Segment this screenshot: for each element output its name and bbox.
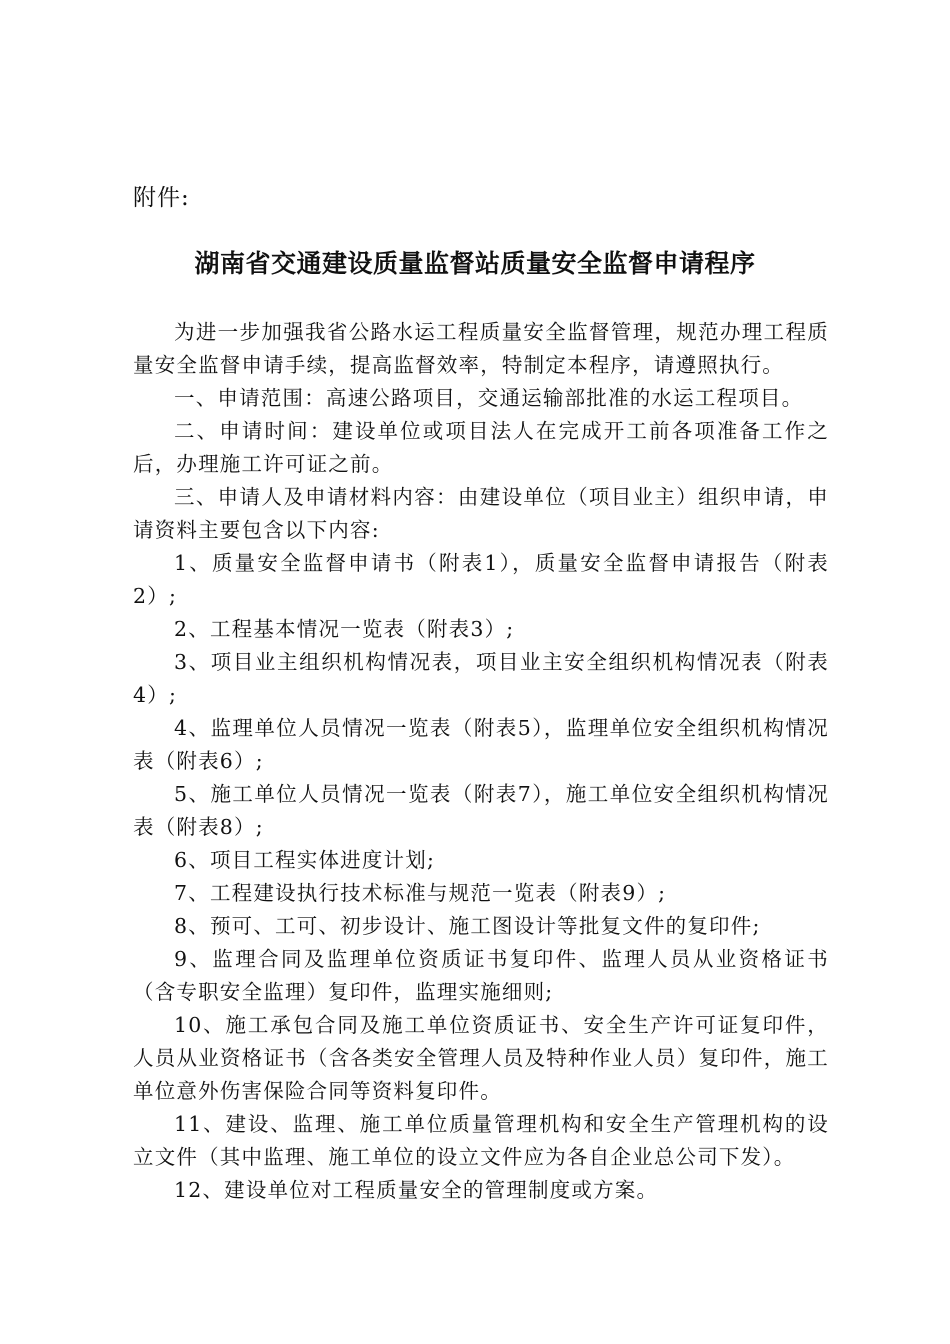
attachment-label: 附件:	[133, 185, 190, 211]
document-body	[133, 316, 829, 1207]
list-item: 1、质量安全监督申请书（附表1），质量安全监督申请报告（附表2）;	[133, 551, 829, 608]
list-item: 3、项目业主组织机构情况表，项目业主安全组织机构情况表（附表4）;	[133, 650, 829, 707]
list-item: 4、监理单位人员情况一览表（附表5），监理单位安全组织机构情况表（附表6）;	[133, 716, 829, 773]
intro-paragraph: 为进一步加强我省公路水运工程质量安全监督管理，规范办理工程质量安全监督申请手续，提高监督效率，特制定本程序，请遵照执行。	[133, 320, 829, 377]
section-applicant: 三、申请人及申请材料内容：由建设单位（项目业主）组织申请，申请资料主要包含以下内容:	[133, 485, 829, 542]
list-item: 2、工程基本情况一览表（附表3）;	[174, 617, 515, 641]
page-title: 湖南省交通建设质量监督站质量安全监督申请程序	[194, 249, 756, 278]
section-scope: 一、申请范围：高速公路项目，交通运输部批准的水运工程项目。	[174, 386, 804, 410]
list-item: 6、项目工程实体进度计划;	[174, 848, 436, 872]
list-item: 9、监理合同及监理单位资质证书复印件、监理人员从业资格证书（含专职安全监理）复印件，监理实施细则;	[133, 947, 829, 1004]
list-item: 8、预可、工可、初步设计、施工图设计等批复文件的复印件;	[174, 914, 761, 938]
list-item: 5、施工单位人员情况一览表（附表7），施工单位安全组织机构情况表（附表8）;	[133, 782, 829, 839]
list-item: 7、工程建设执行技术标准与规范一览表（附表9）;	[174, 881, 667, 905]
section-time: 二、申请时间：建设单位或项目法人在完成开工前各项准备工作之后，办理施工许可证之前。	[133, 419, 829, 476]
list-item: 12、建设单位对工程质量安全的管理制度或方案。	[174, 1178, 659, 1202]
list-item: 11、建设、监理、施工单位质量管理机构和安全生产管理机构的设立文件（其中监理、施工单位的设立文件应为各自企业总公司下发）。	[133, 1112, 829, 1169]
list-item: 10、施工承包合同及施工单位资质证书、安全生产许可证复印件，人员从业资格证书（含各类安全管理人员及特种作业人员）复印件，施工单位意外伤害保险合同等资料复印件。	[133, 1013, 829, 1103]
